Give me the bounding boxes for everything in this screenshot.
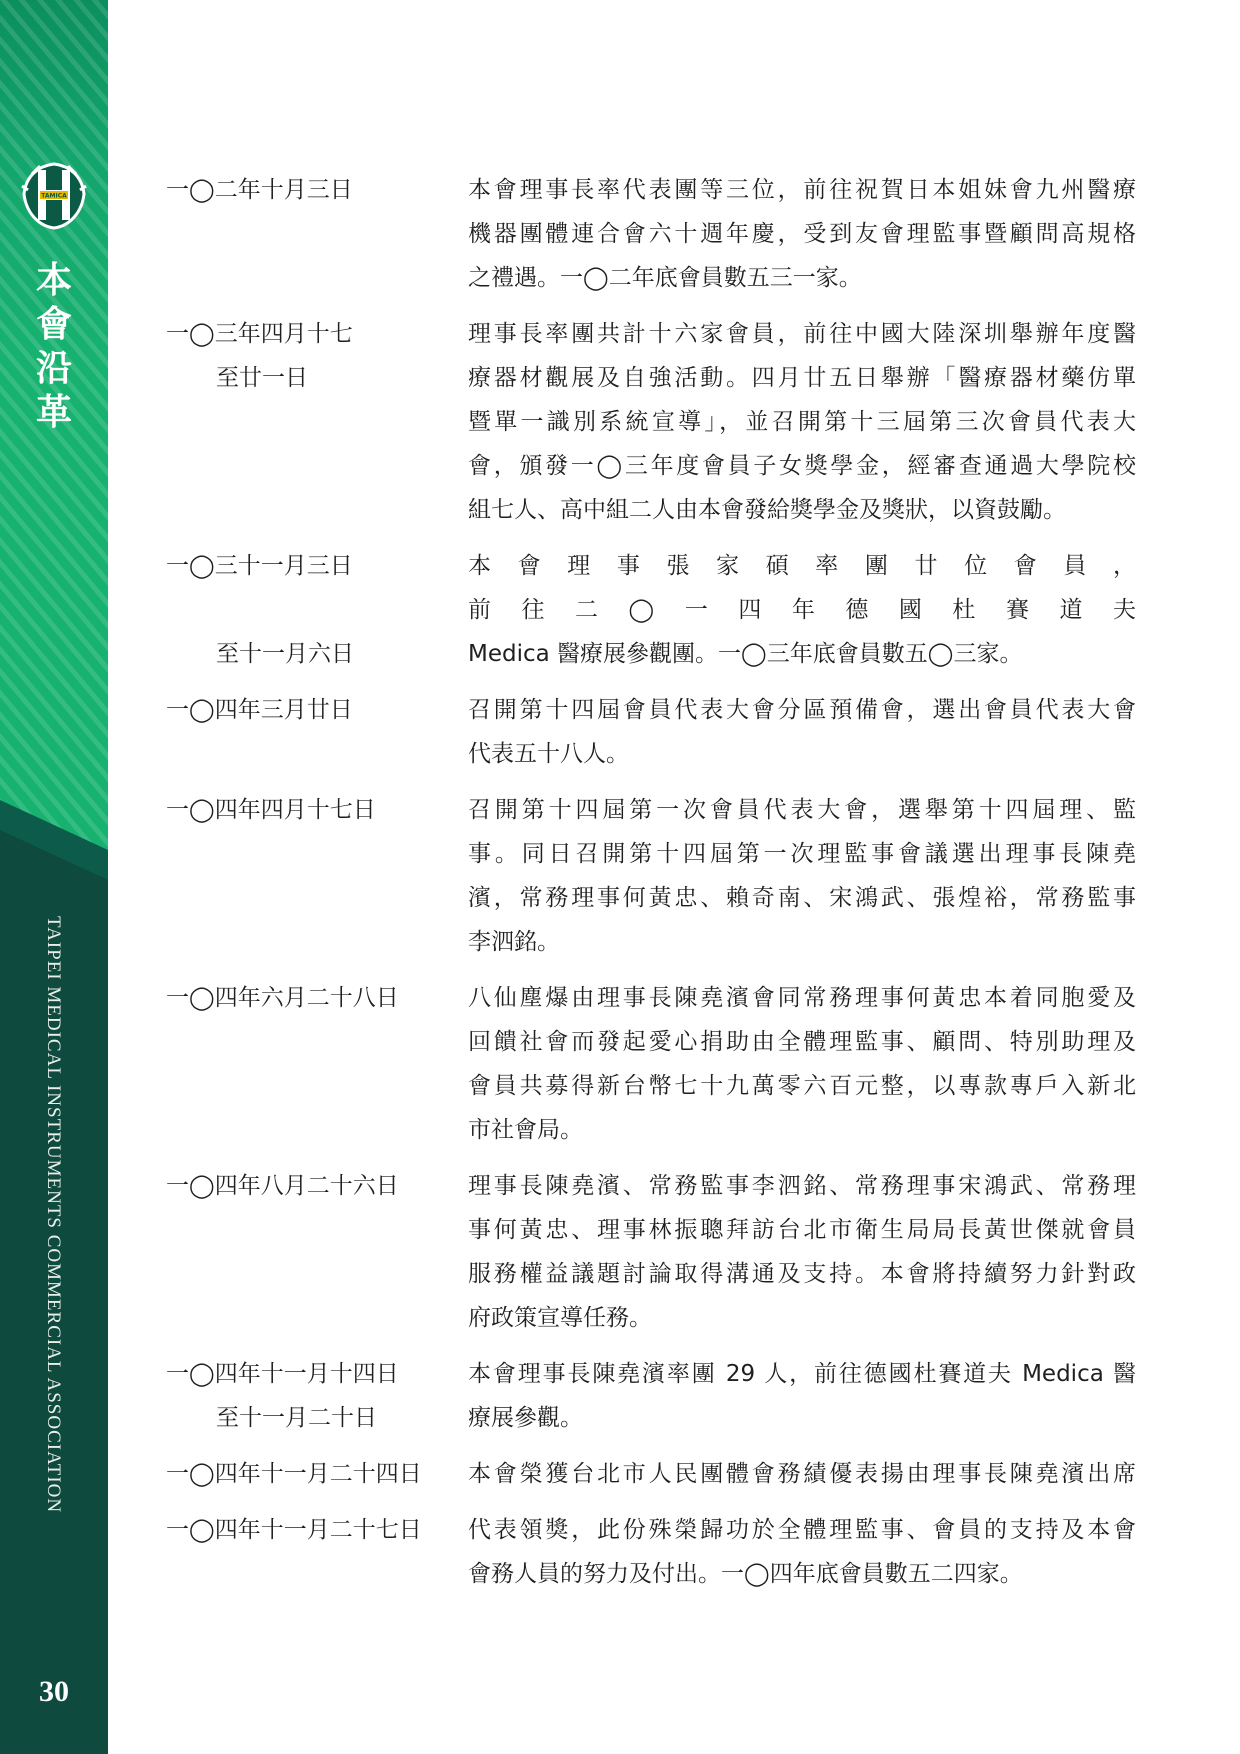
section-title-char: 會 [35, 303, 72, 345]
timeline-entry [166, 1508, 1136, 1596]
description-line: Medica 醫療展參觀團。一◯三年底會員數五◯三家。 [468, 641, 1023, 667]
date-line: 一◯四年十一月二十七日 [166, 1517, 422, 1543]
entry-description [468, 312, 1136, 532]
description-line: 會員共募得新台幣七十九萬零六百元整，以專款專戶入新北 [468, 1073, 1136, 1099]
description-line: 會務人員的努力及付出。一◯四年底會員數五二四家。 [468, 1561, 1023, 1587]
date-line: 一◯二年十月三日 [166, 177, 353, 203]
description-line: 市社會局。 [468, 1117, 583, 1143]
date-line: 一◯四年十一月二十四日 [166, 1461, 422, 1487]
section-title-char: 革 [35, 391, 72, 433]
description-line: 暨單一識別系統宣導」，並召開第十三屆第三次會員代表大 [468, 409, 1136, 435]
entry-date [166, 544, 468, 676]
timeline-entry [166, 788, 1136, 964]
association-logo [20, 160, 88, 232]
description-line: 本會理事長率代表團等三位，前往祝賀日本姐妹會九州醫療 [468, 177, 1136, 203]
date-line: 一◯四年三月廿日 [166, 697, 353, 723]
timeline-entry [166, 1452, 1136, 1496]
description-line: 召開第十四屆第一次會員代表大會，選舉第十四屆理、監 [468, 797, 1136, 823]
entry-description [468, 1508, 1136, 1596]
date-continuation: 至廿一日 [216, 365, 308, 391]
description-line: 事何黃忠、理事林振聰拜訪台北市衛生局局長黃世傑就會員 [468, 1217, 1136, 1243]
description-line: 八仙塵爆由理事長陳堯濱會同常務理事何黃忠本着同胞愛及 [468, 985, 1136, 1011]
entry-date [166, 1508, 468, 1596]
entry-date [166, 976, 468, 1152]
description-line: 府政策宣導任務。 [468, 1305, 652, 1331]
description-line: 療器材觀展及自強活動。四月廿五日舉辦「醫療器材藥仿單 [468, 365, 1136, 391]
date-line: 一◯三十一月三日 [166, 553, 353, 579]
date-line: 一◯四年六月二十八日 [166, 985, 399, 1011]
timeline-entry [166, 976, 1136, 1152]
entry-date [166, 1164, 468, 1340]
entry-date [166, 312, 468, 532]
entry-date [166, 168, 468, 300]
history-timeline [166, 168, 1136, 1608]
description-line: 前往二◯一四年德國杜賽道夫 [468, 597, 1136, 623]
date-continuation: 至十一月六日 [216, 641, 354, 667]
description-line: 理事長率團共計十六家會員，前往中國大陸深圳舉辦年度醫 [468, 321, 1136, 347]
page-number: 30 [39, 1675, 69, 1708]
entry-description [468, 688, 1136, 776]
date-line: 一◯四年四月十七日 [166, 797, 376, 823]
description-line: 本會榮獲台北市人民團體會務績優表揚由理事長陳堯濱出席 [468, 1461, 1136, 1487]
description-line: 本會理事張家碩率團廿位會員， [468, 553, 1136, 579]
description-line: 療展參觀。 [468, 1405, 583, 1431]
association-english-name: TAIPEI MEDICAL INSTRUMENTS COMMERCIAL ASSOCIATION [43, 916, 64, 1514]
description-line: 之禮遇。一◯二年底會員數五三一家。 [468, 265, 862, 291]
timeline-entry [166, 1164, 1136, 1340]
description-line: 李泗銘。 [468, 929, 560, 955]
entry-date [166, 1452, 468, 1496]
entry-description [468, 1452, 1136, 1496]
timeline-entry [166, 168, 1136, 300]
description-line: 代表領獎，此份殊榮歸功於全體理監事、會員的支持及本會 [468, 1517, 1136, 1543]
entry-description [468, 1352, 1136, 1440]
logo-text: TAMICA [41, 192, 67, 200]
description-line: 會，頒發一◯三年度會員子女獎學金，經審查通過大學院校 [468, 453, 1136, 479]
section-title [26, 258, 82, 434]
entry-date [166, 1352, 468, 1440]
entry-description [468, 1164, 1136, 1340]
timeline-entry [166, 1352, 1136, 1440]
description-line: 機器團體連合會六十週年慶，受到友會理監事暨顧問高規格 [468, 221, 1136, 247]
date-line: 一◯四年八月二十六日 [166, 1173, 399, 1199]
description-line: 服務權益議題討論取得溝通及支持。本會將持續努力針對政 [468, 1261, 1136, 1287]
date-continuation: 至十一月二十日 [216, 1405, 377, 1431]
section-title-char: 本 [35, 259, 72, 301]
description-line: 回饋社會而發起愛心捐助由全體理監事、顧問、特別助理及 [468, 1029, 1136, 1055]
side-band [0, 0, 108, 1754]
description-line: 召開第十四屆會員代表大會分區預備會，選出會員代表大會 [468, 697, 1136, 723]
date-line: 一◯三年四月十七 [166, 321, 353, 347]
date-spacer [166, 588, 468, 632]
entry-description [468, 168, 1136, 300]
timeline-entry [166, 544, 1136, 676]
entry-date [166, 788, 468, 964]
timeline-entry [166, 312, 1136, 532]
description-line: 代表五十八人。 [468, 741, 629, 767]
entry-description [468, 788, 1136, 964]
date-line: 一◯四年十一月十四日 [166, 1361, 399, 1387]
timeline-entry [166, 688, 1136, 776]
entry-description [468, 544, 1136, 676]
entry-date [166, 688, 468, 776]
entry-description [468, 976, 1136, 1152]
description-line: 組七人、高中組二人由本會發給獎學金及獎狀，以資鼓勵。 [468, 497, 1066, 523]
description-line: 事。同日召開第十四屆第一次理監事會議選出理事長陳堯 [468, 841, 1136, 867]
description-line: 理事長陳堯濱、常務監事李泗銘、常務理事宋鴻武、常務理 [468, 1173, 1136, 1199]
section-title-char: 沿 [35, 347, 72, 389]
description-line: 濱，常務理事何黃忠、賴奇南、宋鴻武、張煌裕，常務監事 [468, 885, 1136, 911]
description-line: 本會理事長陳堯濱率團 29 人，前往德國杜賽道夫 Medica 醫 [468, 1361, 1136, 1387]
